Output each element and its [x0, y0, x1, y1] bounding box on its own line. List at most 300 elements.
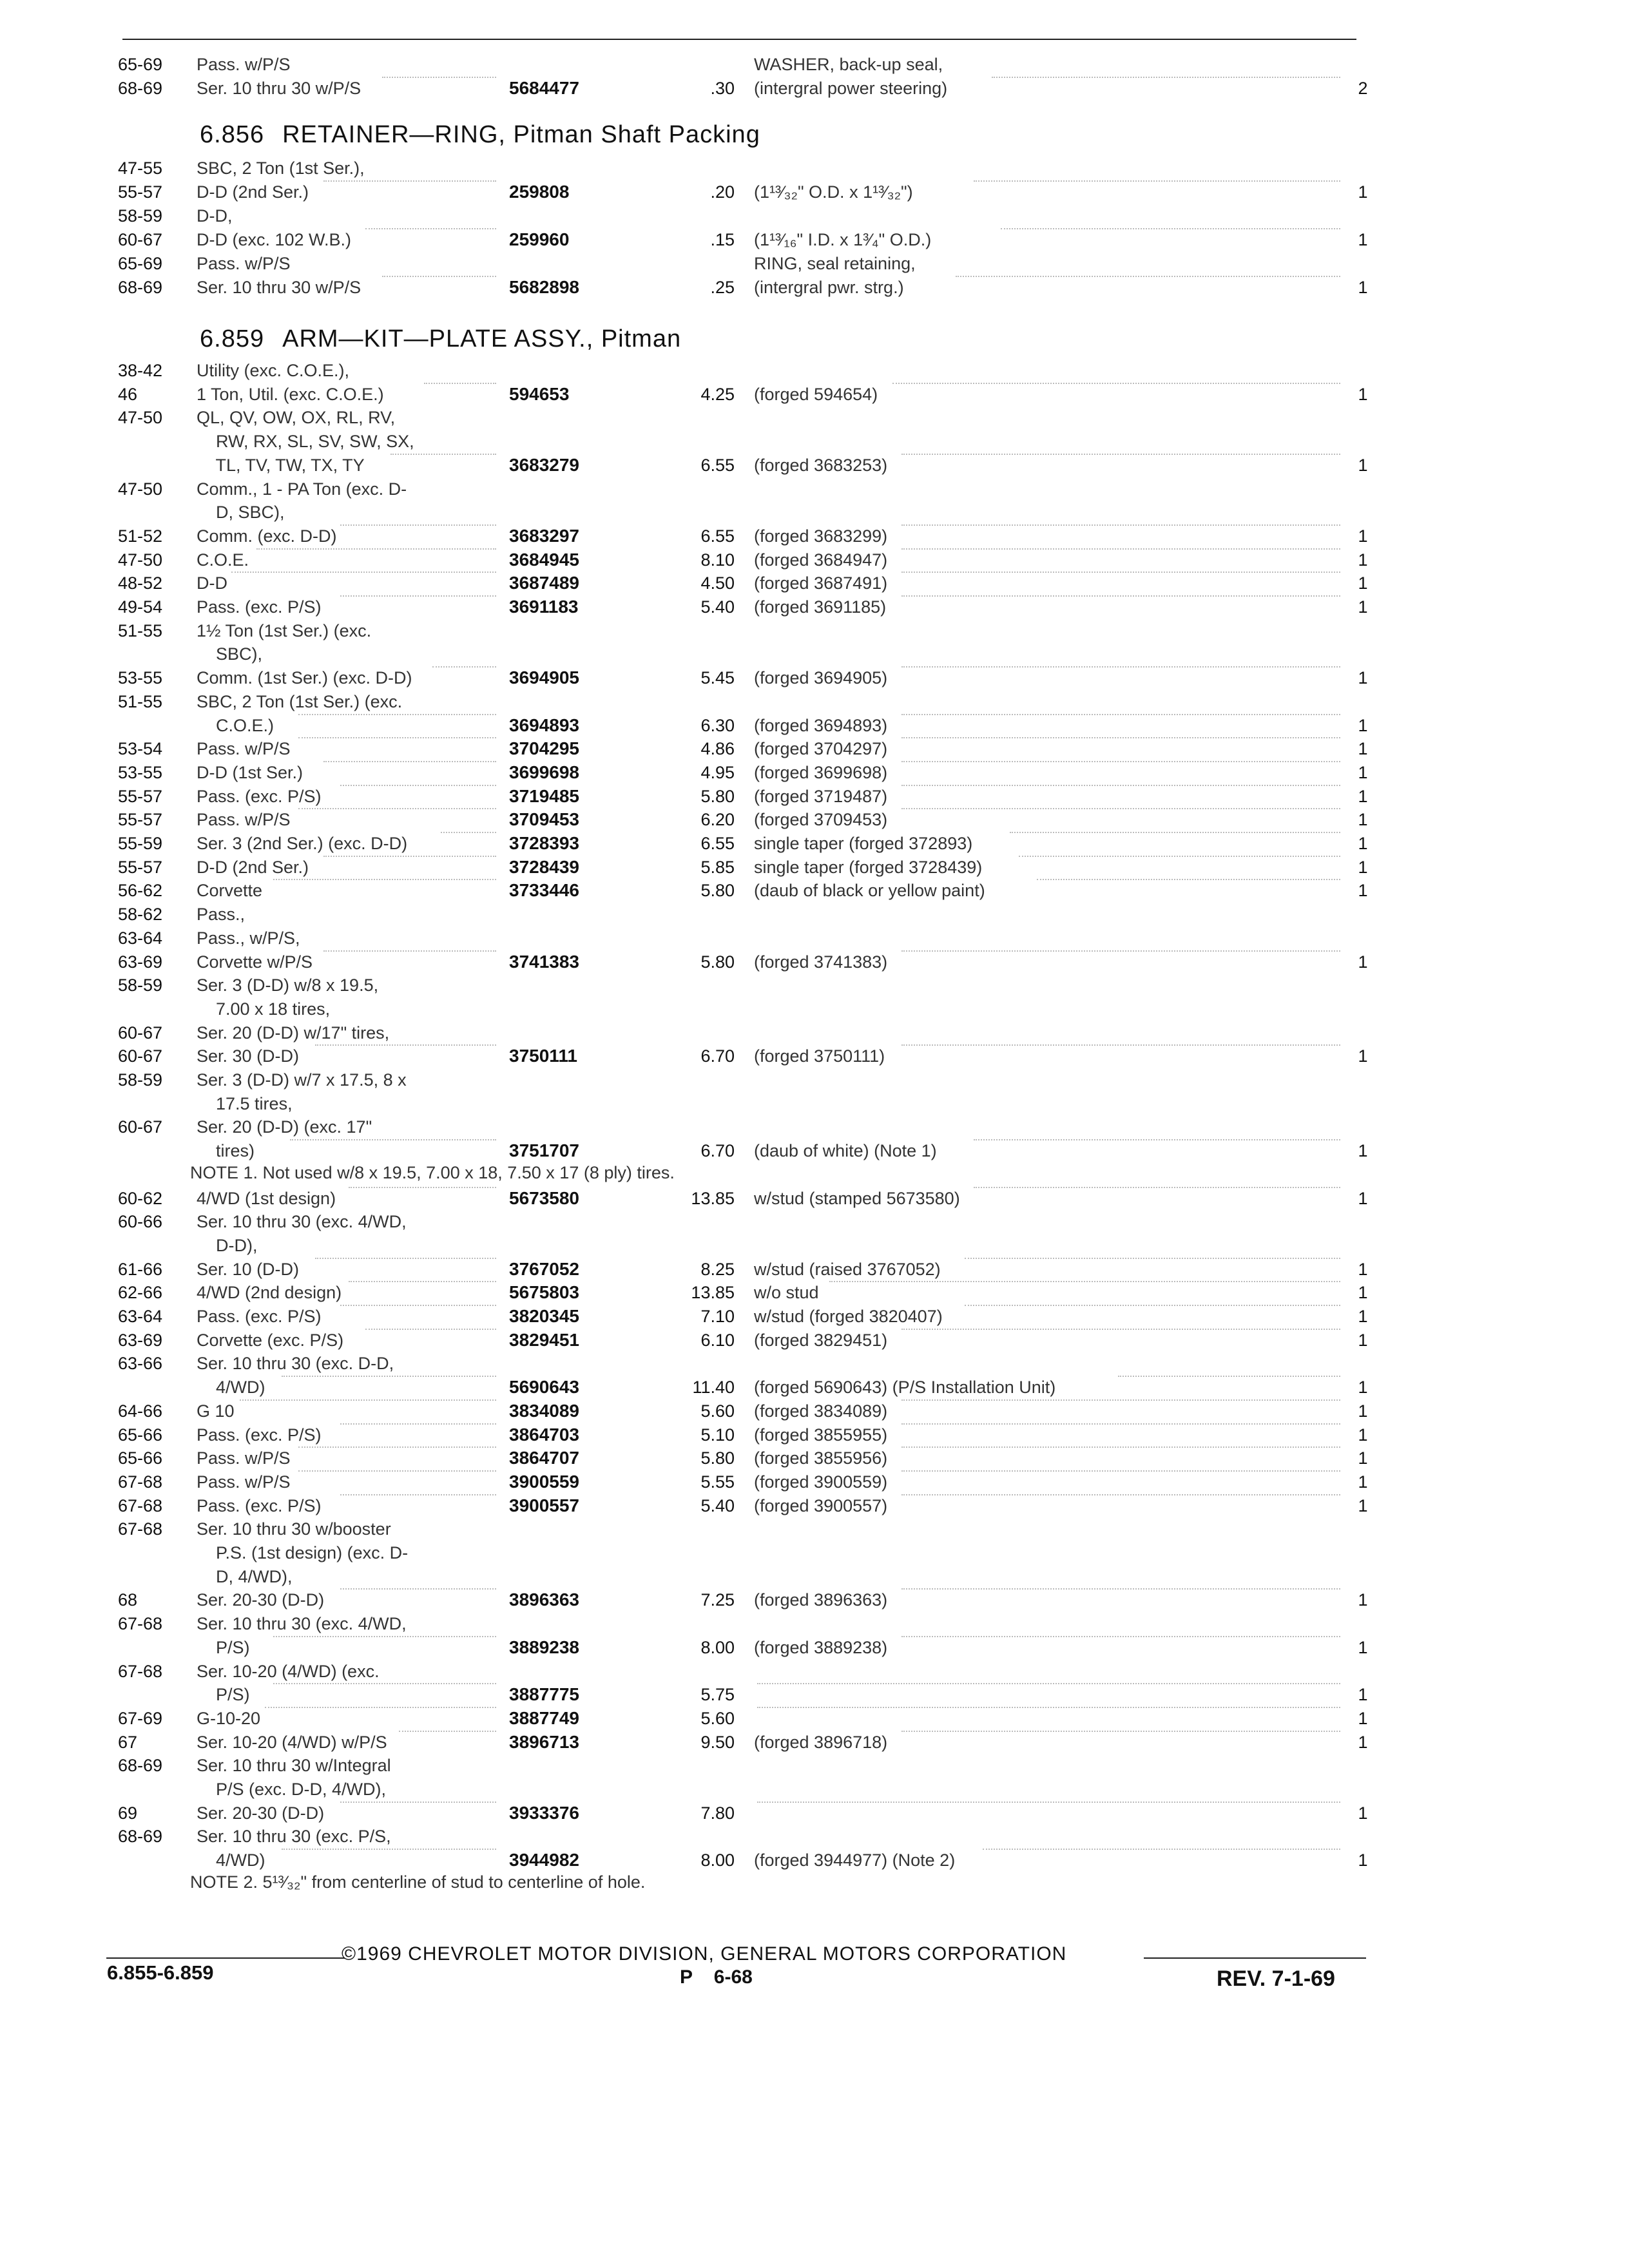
row-remarks: (forged 3684947) [754, 550, 888, 570]
row-remarks: (forged 3699698) [754, 762, 888, 782]
row-description: Ser. 10 thru 30 w/booster [197, 1519, 391, 1539]
row-part-number: 3741383 [509, 951, 580, 972]
row-description: D-D [197, 573, 227, 593]
row-years: 64-66 [118, 1401, 163, 1421]
row-years: 69 [118, 1803, 138, 1823]
row-description: Pass. w/P/S [197, 1472, 291, 1492]
row-leader-dots [757, 1707, 1340, 1708]
row-quantity: 1 [1358, 834, 1368, 853]
row-years: 58-59 [118, 1070, 163, 1090]
row-quantity: 1 [1358, 278, 1368, 297]
row-leader-dots [1010, 832, 1340, 833]
row-leader-dots [340, 1423, 496, 1425]
footer-revision: REV. 7-1-69 [1217, 1966, 1335, 1991]
row-leader-dots [901, 1423, 1340, 1425]
row-price: 8.25 [700, 1259, 735, 1279]
row-part-number: 3687489 [509, 573, 580, 593]
row-years: 55-57 [118, 857, 163, 877]
row-leader-dots [349, 1187, 496, 1188]
row-quantity: 1 [1358, 1425, 1368, 1445]
row-remarks: (forged 3709453) [754, 810, 888, 830]
row-description: Ser. 30 (D-D) [197, 1046, 300, 1066]
table-row [0, 595, 1418, 619]
table-row [0, 642, 1418, 666]
row-remarks: (forged 3704297) [754, 739, 888, 759]
row-years: 67-68 [118, 1472, 163, 1492]
row-description: Pass. w/P/S [197, 810, 291, 830]
row-part-number: 3829451 [509, 1329, 580, 1350]
row-price: 4.50 [700, 573, 735, 593]
row-remarks: (forged 3889238) [754, 1637, 888, 1657]
table-row [0, 1636, 1418, 1659]
row-leader-dots [1037, 879, 1340, 880]
row-leader-dots [340, 1305, 496, 1306]
row-remarks: single taper (forged 372893) [754, 834, 973, 853]
row-description: Ser. 10 thru 30 (exc. 4/WD, [197, 1614, 407, 1634]
row-price: 7.10 [700, 1307, 735, 1326]
row-years: 55-57 [118, 786, 163, 806]
row-leader-dots [231, 572, 496, 573]
table-row [0, 1399, 1418, 1423]
row-quantity: 1 [1358, 1708, 1368, 1728]
row-years: 68 [118, 1590, 138, 1610]
row-leader-dots [965, 1258, 1340, 1259]
row-leader-dots [256, 548, 496, 550]
row-price: 5.80 [700, 786, 735, 806]
table-row [0, 1234, 1418, 1257]
table-row [0, 879, 1418, 902]
row-years: 51-55 [118, 620, 163, 640]
row-leader-dots [901, 1470, 1340, 1472]
row-quantity: 1 [1358, 1732, 1368, 1752]
row-remarks: (intergral pwr. strg.) [754, 278, 904, 297]
row-years: 63-66 [118, 1354, 163, 1374]
row-leader-dots [282, 1849, 496, 1850]
row-years: 49-54 [118, 597, 163, 617]
row-remarks: (forged 3900559) [754, 1472, 888, 1492]
row-years: 58-62 [118, 905, 163, 925]
row-price: .30 [710, 79, 735, 98]
row-part-number: 3699698 [509, 762, 580, 782]
row-leader-dots [901, 1446, 1340, 1448]
row-leader-dots [965, 1305, 1340, 1306]
row-years: 55-57 [118, 810, 163, 830]
row-leader-dots [298, 1470, 496, 1472]
row-description: Ser. 10 thru 30 (exc. P/S, [197, 1827, 391, 1847]
row-description: D, 4/WD), [197, 1566, 293, 1586]
row-description: Ser. 10-20 (4/WD) w/P/S [197, 1732, 387, 1752]
row-part-number: 3684945 [509, 549, 580, 570]
row-price: 4.25 [700, 384, 735, 404]
row-years: 67-68 [118, 1661, 163, 1681]
row-remarks: (forged 3829451) [754, 1330, 888, 1350]
row-price: 5.80 [700, 1448, 735, 1468]
row-quantity: 1 [1358, 1472, 1368, 1492]
row-part-number: 3933376 [509, 1802, 580, 1823]
table-row [0, 1210, 1418, 1233]
table-row [0, 761, 1418, 784]
row-price: .25 [710, 278, 735, 297]
row-years: 60-62 [118, 1188, 163, 1208]
row-quantity: 1 [1358, 573, 1368, 593]
row-quantity: 1 [1358, 1850, 1368, 1870]
table-row [0, 501, 1418, 524]
row-leader-dots [349, 1281, 496, 1282]
row-part-number: 3887775 [509, 1684, 580, 1705]
row-price: 5.45 [700, 668, 735, 688]
row-price: 8.00 [700, 1850, 735, 1870]
row-years: 68-69 [118, 79, 163, 98]
row-part-number: 3709453 [509, 809, 580, 830]
table-row [0, 1305, 1418, 1328]
row-leader-dots [901, 595, 1340, 597]
row-description: C.O.E.) [197, 715, 275, 735]
row-remarks: w/o stud [754, 1283, 819, 1303]
row-leader-dots [323, 950, 496, 952]
row-years: 61-66 [118, 1259, 163, 1279]
row-quantity: 1 [1358, 786, 1368, 806]
row-years: 67 [118, 1732, 138, 1752]
row-years: 47-50 [118, 408, 163, 428]
row-years: 53-54 [118, 739, 163, 759]
row-part-number: 3887749 [509, 1707, 580, 1728]
row-price: 13.85 [691, 1188, 735, 1208]
row-quantity: 1 [1358, 550, 1368, 570]
row-leader-dots [901, 1636, 1340, 1637]
row-quantity: 1 [1358, 1378, 1368, 1398]
row-remarks: (forged 3683299) [754, 526, 888, 546]
row-remarks: (forged 3834089) [754, 1401, 888, 1421]
table-row [0, 1802, 1418, 1825]
row-leader-dots [901, 785, 1340, 786]
table-row [0, 1446, 1418, 1470]
row-leader-dots [757, 1802, 1340, 1803]
row-leader-dots [901, 1329, 1340, 1330]
row-description: Pass. (exc. P/S) [197, 1307, 322, 1326]
row-description: 1 Ton, Util. (exc. C.O.E.) [197, 384, 384, 404]
row-leader-dots [365, 228, 496, 229]
row-quantity: 1 [1358, 1637, 1368, 1657]
row-description: Ser. 20-30 (D-D) [197, 1803, 325, 1823]
row-remarks: (forged 3687491) [754, 573, 888, 593]
row-leader-dots [829, 1281, 1340, 1282]
row-price: .15 [710, 230, 735, 249]
row-part-number: 3900557 [509, 1495, 580, 1515]
row-leader-dots [901, 950, 1340, 952]
row-description: Ser. 20-30 (D-D) [197, 1590, 325, 1610]
row-part-number: 3864707 [509, 1448, 580, 1468]
row-description: 4/WD) [197, 1850, 265, 1870]
row-part-number: 3694905 [509, 668, 580, 688]
row-leader-dots [340, 1802, 496, 1803]
row-description: SBC, 2 Ton (1st Ser.), [197, 159, 365, 178]
table-row [0, 454, 1418, 477]
row-years: 60-67 [118, 1117, 163, 1137]
table-row [0, 77, 1418, 100]
section-number: 6.856 [200, 121, 265, 148]
row-leader-dots [901, 524, 1340, 526]
row-years: 51-52 [118, 526, 163, 546]
row-leader-dots [1019, 856, 1340, 857]
row-years: 68-69 [118, 1756, 163, 1776]
row-leader-dots [757, 1683, 1340, 1684]
row-quantity: 1 [1358, 384, 1368, 404]
table-row [0, 1754, 1418, 1777]
row-leader-dots [901, 548, 1340, 550]
row-leader-dots [323, 180, 496, 182]
row-price: 6.55 [700, 526, 735, 546]
row-description: Pass. w/P/S [197, 254, 291, 273]
row-description: Comm., 1 - PA Ton (exc. D- [197, 479, 407, 499]
row-price: 8.00 [700, 1637, 735, 1657]
row-part-number: 3834089 [509, 1400, 580, 1421]
table-row [0, 1352, 1418, 1375]
row-years: 60-67 [118, 1023, 163, 1043]
row-leader-dots [901, 1044, 1340, 1046]
row-price: 11.40 [692, 1378, 735, 1398]
row-leader-dots [390, 454, 496, 455]
row-leader-dots [382, 276, 496, 277]
row-remarks: (forged 3683253) [754, 455, 888, 475]
table-row [0, 252, 1418, 275]
row-leader-dots [240, 1399, 496, 1401]
row-leader-dots [340, 524, 496, 526]
row-years: 65-66 [118, 1448, 163, 1468]
row-quantity: 1 [1358, 1590, 1368, 1610]
row-price: 5.60 [700, 1401, 735, 1421]
row-leader-dots [974, 180, 1340, 182]
row-description: Ser. 10 thru 30 w/P/S [197, 79, 361, 98]
row-part-number: 5675803 [509, 1282, 580, 1303]
row-remarks: (daub of black or yellow paint) [754, 881, 985, 901]
table-row [0, 950, 1418, 974]
table-row [0, 1849, 1418, 1872]
table-row [0, 359, 1418, 382]
row-leader-dots [298, 737, 496, 738]
row-description: Pass. w/P/S [197, 55, 291, 74]
row-quantity: 1 [1358, 526, 1368, 546]
row-years: 67-69 [118, 1708, 163, 1728]
table-row [0, 1376, 1418, 1399]
row-leader-dots [901, 1731, 1340, 1732]
row-description: SBC), [197, 644, 263, 664]
row-years: 68-69 [118, 1827, 163, 1847]
footer-section-range: 6.855-6.859 [107, 1961, 214, 1984]
row-price: .20 [710, 182, 735, 202]
row-remarks: single taper (forged 3728439) [754, 857, 983, 877]
table-row [0, 856, 1418, 879]
table-row [0, 1092, 1418, 1115]
row-years: 67-68 [118, 1614, 163, 1634]
row-quantity: 1 [1358, 1685, 1368, 1705]
row-remarks: (forged 3694905) [754, 668, 888, 688]
row-description: TL, TV, TW, TX, TY [197, 455, 365, 475]
row-leader-dots [992, 77, 1340, 78]
row-price: 9.50 [700, 1732, 735, 1752]
row-description: Ser. 10 thru 30 (exc. D-D, [197, 1354, 394, 1374]
table-row [0, 548, 1418, 572]
row-part-number: 3719485 [509, 785, 580, 806]
row-leader-dots [901, 572, 1340, 573]
footer-rule-under [106, 1957, 335, 1959]
row-quantity: 1 [1358, 715, 1368, 735]
table-row [0, 1517, 1418, 1541]
row-price: 5.85 [700, 857, 735, 877]
row-years: 67-68 [118, 1495, 163, 1515]
row-leader-dots [340, 785, 496, 786]
row-quantity: 1 [1358, 455, 1368, 475]
row-remarks: w/stud (stamped 5673580) [754, 1188, 960, 1208]
row-part-number: 5682898 [509, 277, 580, 297]
row-leader-dots [315, 1044, 496, 1046]
row-years: 65-69 [118, 55, 163, 74]
row-price: 6.55 [700, 455, 735, 475]
table-row [0, 1258, 1418, 1281]
row-remarks: (forged 3750111) [754, 1046, 885, 1066]
row-description: P/S) [197, 1685, 250, 1705]
row-price: 13.85 [691, 1283, 735, 1303]
table-row [0, 997, 1418, 1021]
row-remarks: (forged 3719487) [754, 786, 888, 806]
section-number: 6.859 [200, 325, 265, 352]
row-part-number: 3683297 [509, 525, 580, 546]
row-part-number: 3767052 [509, 1258, 580, 1279]
row-part-number: 3896363 [509, 1590, 580, 1610]
row-part-number: 3691183 [509, 597, 579, 617]
row-description: C.O.E. [197, 550, 249, 570]
row-description: 4/WD) [197, 1378, 265, 1398]
row-part-number: 3896713 [509, 1731, 580, 1752]
row-leader-dots [424, 383, 496, 384]
row-remarks: (forged 3855956) [754, 1448, 888, 1468]
row-description: Pass. (exc. P/S) [197, 597, 322, 617]
row-leader-dots [441, 832, 496, 833]
row-part-number: 5684477 [509, 78, 580, 98]
row-years: 63-64 [118, 928, 163, 948]
table-row [0, 180, 1418, 204]
table-row [0, 1660, 1418, 1683]
row-leader-dots [432, 666, 496, 668]
row-quantity: 1 [1358, 739, 1368, 759]
row-description: Ser. 3 (D-D) w/7 x 17.5, 8 x [197, 1070, 407, 1090]
row-leader-dots [340, 1494, 496, 1495]
row-description: Corvette w/P/S [197, 952, 313, 972]
row-price: 6.70 [700, 1141, 735, 1161]
row-remarks: (forged 3896363) [754, 1590, 888, 1610]
table-row [0, 157, 1418, 180]
table-row [0, 927, 1418, 950]
row-years: 47-50 [118, 550, 163, 570]
row-leader-dots [323, 856, 496, 857]
section-title: ARM—KIT—PLATE ASSY., Pitman [282, 325, 682, 352]
table-row [0, 832, 1418, 855]
row-remarks: WASHER, back-up seal, [754, 55, 943, 74]
row-remarks: (forged 3896718) [754, 1732, 888, 1752]
row-description: D-D), [197, 1235, 258, 1255]
row-part-number: 3683279 [509, 454, 580, 475]
row-description: Ser. 10 (D-D) [197, 1259, 300, 1279]
row-description: Utility (exc. C.O.E.), [197, 361, 350, 380]
row-part-number: 3728439 [509, 856, 580, 877]
table-row [0, 1139, 1418, 1162]
table-row [0, 1423, 1418, 1446]
table-row [0, 619, 1418, 642]
table-row [0, 524, 1418, 548]
row-description: D-D (2nd Ser.) [197, 182, 309, 202]
row-description: Pass. w/P/S [197, 1448, 291, 1468]
row-leader-dots [901, 1588, 1340, 1590]
row-leader-dots [892, 383, 1340, 384]
row-quantity: 1 [1358, 230, 1368, 249]
row-description: tires) [197, 1141, 255, 1161]
table-row [0, 666, 1418, 689]
row-remarks: (intergral power steering) [754, 79, 948, 98]
row-description: D-D, [197, 206, 233, 226]
row-price: 5.40 [700, 1495, 735, 1515]
row-quantity: 1 [1358, 810, 1368, 830]
footer-rule-right [1144, 1957, 1366, 1959]
row-price: 5.40 [700, 597, 735, 617]
row-price: 7.25 [700, 1590, 735, 1610]
row-description: Comm. (exc. D-D) [197, 526, 337, 546]
row-leader-dots [298, 808, 496, 809]
row-part-number: 3733446 [509, 880, 580, 901]
row-quantity: 1 [1358, 952, 1368, 972]
row-quantity: 1 [1358, 1330, 1368, 1350]
row-years: 53-55 [118, 668, 163, 688]
row-description: Pass. (exc. P/S) [197, 786, 322, 806]
row-leader-dots [974, 1187, 1340, 1188]
table-row [0, 477, 1418, 501]
row-description: RW, RX, SL, SV, SW, SX, [197, 432, 414, 452]
row-quantity: 1 [1358, 1803, 1368, 1823]
row-description: SBC, 2 Ton (1st Ser.) (exc. [197, 691, 403, 711]
row-quantity: 1 [1358, 1046, 1368, 1066]
row-remarks: (1¹³⁄₁₆" I.D. x 1³⁄₄" O.D.) [754, 230, 932, 249]
note-2: NOTE 2. 5¹³⁄₃₂" from centerline of stud to centerline of hole. [190, 1872, 646, 1892]
table-row [0, 1683, 1418, 1706]
row-part-number: 3694893 [509, 715, 580, 735]
row-leader-dots [265, 1707, 496, 1708]
row-leader-dots [901, 714, 1340, 715]
table-row [0, 1778, 1418, 1801]
row-leader-dots [901, 737, 1340, 738]
row-description: 1½ Ton (1st Ser.) (exc. [197, 620, 372, 640]
row-years: 60-67 [118, 1046, 163, 1066]
row-price: 5.80 [700, 952, 735, 972]
row-quantity: 1 [1358, 857, 1368, 877]
row-leader-dots [340, 1588, 496, 1590]
table-row [0, 383, 1418, 406]
row-leader-dots [340, 595, 496, 597]
row-price: 6.55 [700, 834, 735, 853]
row-quantity: 1 [1358, 1141, 1368, 1161]
row-quantity: 1 [1358, 1259, 1368, 1279]
table-row [0, 53, 1418, 76]
row-years: 53-55 [118, 762, 163, 782]
note-1: NOTE 1. Not used w/8 x 19.5, 7.00 x 18, 7.50 x 17 (8 ply) tires. [190, 1162, 675, 1182]
row-leader-dots [1001, 228, 1340, 229]
row-remarks: w/stud (raised 3767052) [754, 1259, 941, 1279]
row-price: 6.70 [700, 1046, 735, 1066]
row-description: Ser. 3 (2nd Ser.) (exc. D-D) [197, 834, 408, 853]
row-leader-dots [956, 276, 1340, 277]
row-leader-dots [323, 761, 496, 762]
row-remarks: (1¹³⁄₃₂" O.D. x 1¹³⁄₃₂") [754, 182, 913, 202]
row-part-number: 3820345 [509, 1306, 580, 1326]
row-description: D-D (2nd Ser.) [197, 857, 309, 877]
row-description: Pass., w/P/S, [197, 928, 300, 948]
